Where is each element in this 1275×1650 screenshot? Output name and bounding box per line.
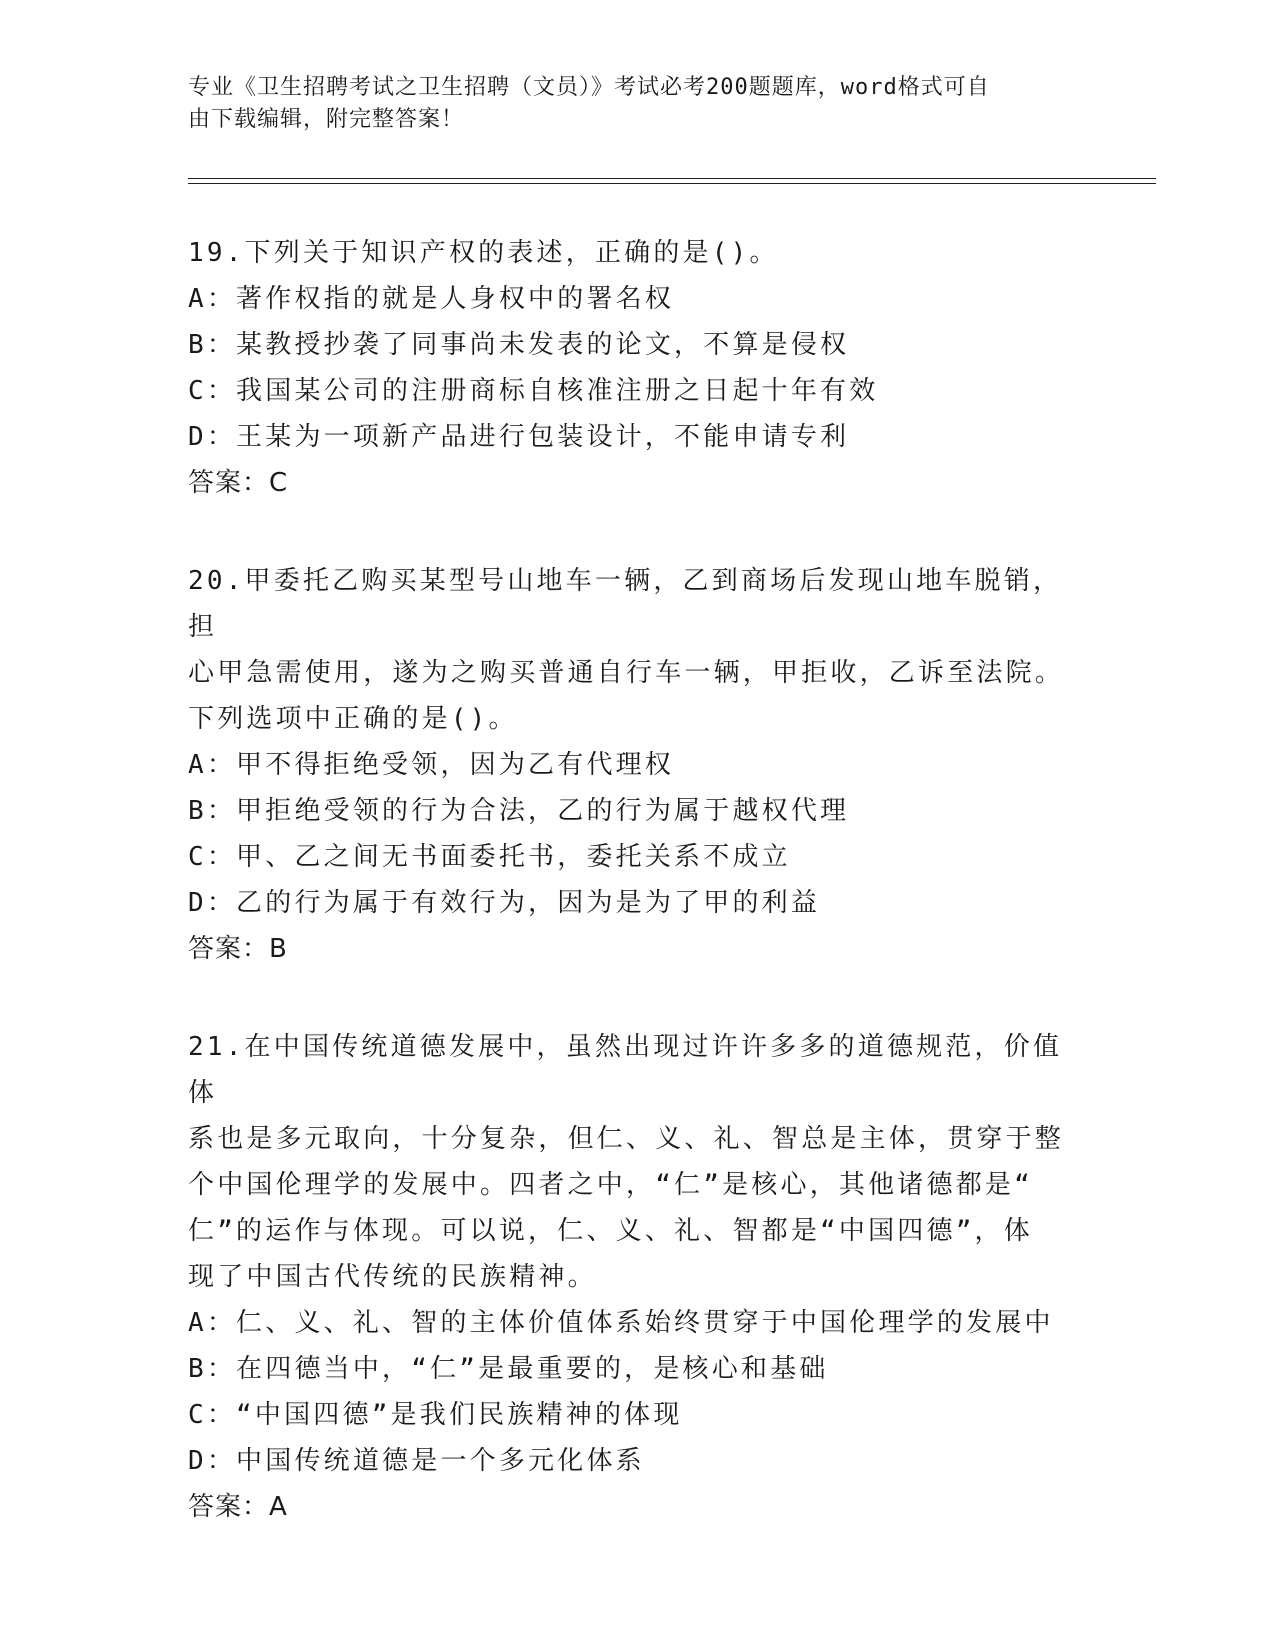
option-d: D：王某为一项新产品进行包装设计，不能申请专利 [188,422,850,452]
option-d: D：乙的行为属于有效行为，因为是为了甲的利益 [188,888,821,918]
option-a: A：甲不得拒绝受领，因为乙有代理权 [188,750,675,780]
question-stem-line: 个中国伦理学的发展中。四者之中，“仁”是核心，其他诸德都是“ [188,1170,1033,1200]
question-21 [188,1024,1088,1530]
option-c: C：我国某公司的注册商标自核准注册之日起十年有效 [188,376,879,406]
answer: 答案：C [188,468,289,498]
question-stem-line: 仁”的运作与体现。可以说，仁、义、礼、智都是“中国四德”，体 [188,1216,1033,1246]
option-a: A：仁、义、礼、智的主体价值体系始终贯穿于中国伦理学的发展中 [188,1308,1054,1338]
answer: 答案：A [188,1492,288,1522]
answer: 答案：B [188,934,288,964]
question-stem-line: 下列选项中正确的是()。 [188,704,518,734]
header-divider-top [188,178,1156,179]
option-c: C：“中国四德”是我们民族精神的体现 [188,1400,683,1430]
option-b: B：甲拒绝受领的行为合法，乙的行为属于越权代理 [188,796,850,826]
option-a: A：著作权指的就是人身权中的署名权 [188,284,675,314]
header-divider-bottom [188,183,1156,184]
question-stem-line: 19.下列关于知识产权的表述，正确的是()。 [188,238,779,268]
question-20 [188,558,1088,972]
question-stem-line: 21.在中国传统道德发展中，虽然出现过许许多多的道德规范，价值体 [188,1032,1063,1108]
option-d: D：中国传统道德是一个多元化体系 [188,1446,645,1476]
option-b: B：某教授抄袭了同事尚未发表的论文，不算是侵权 [188,330,850,360]
question-19 [188,230,1088,506]
question-stem-line: 现了中国古代传统的民族精神。 [188,1262,597,1292]
header-line-2: 由下载编辑，附完整答案！ [188,107,465,132]
header-line-1: 专业《卫生招聘考试之卫生招聘（文员）》考试必考200题题库，word格式可自 [188,75,990,100]
document-header [188,72,1088,136]
question-stem-line: 系也是多元取向，十分复杂，但仁、义、礼、智总是主体，贯穿于整 [188,1124,1065,1154]
option-b: B：在四德当中，“仁”是最重要的，是核心和基础 [188,1354,829,1384]
question-stem-line: 20.甲委托乙购买某型号山地车一辆，乙到商场后发现山地车脱销，担 [188,566,1063,642]
question-stem-line: 心甲急需使用，遂为之购买普通自行车一辆，甲拒收，乙诉至法院。 [188,658,1065,688]
question-list [188,230,1088,1582]
option-c: C：甲、乙之间无书面委托书，委托关系不成立 [188,842,791,872]
